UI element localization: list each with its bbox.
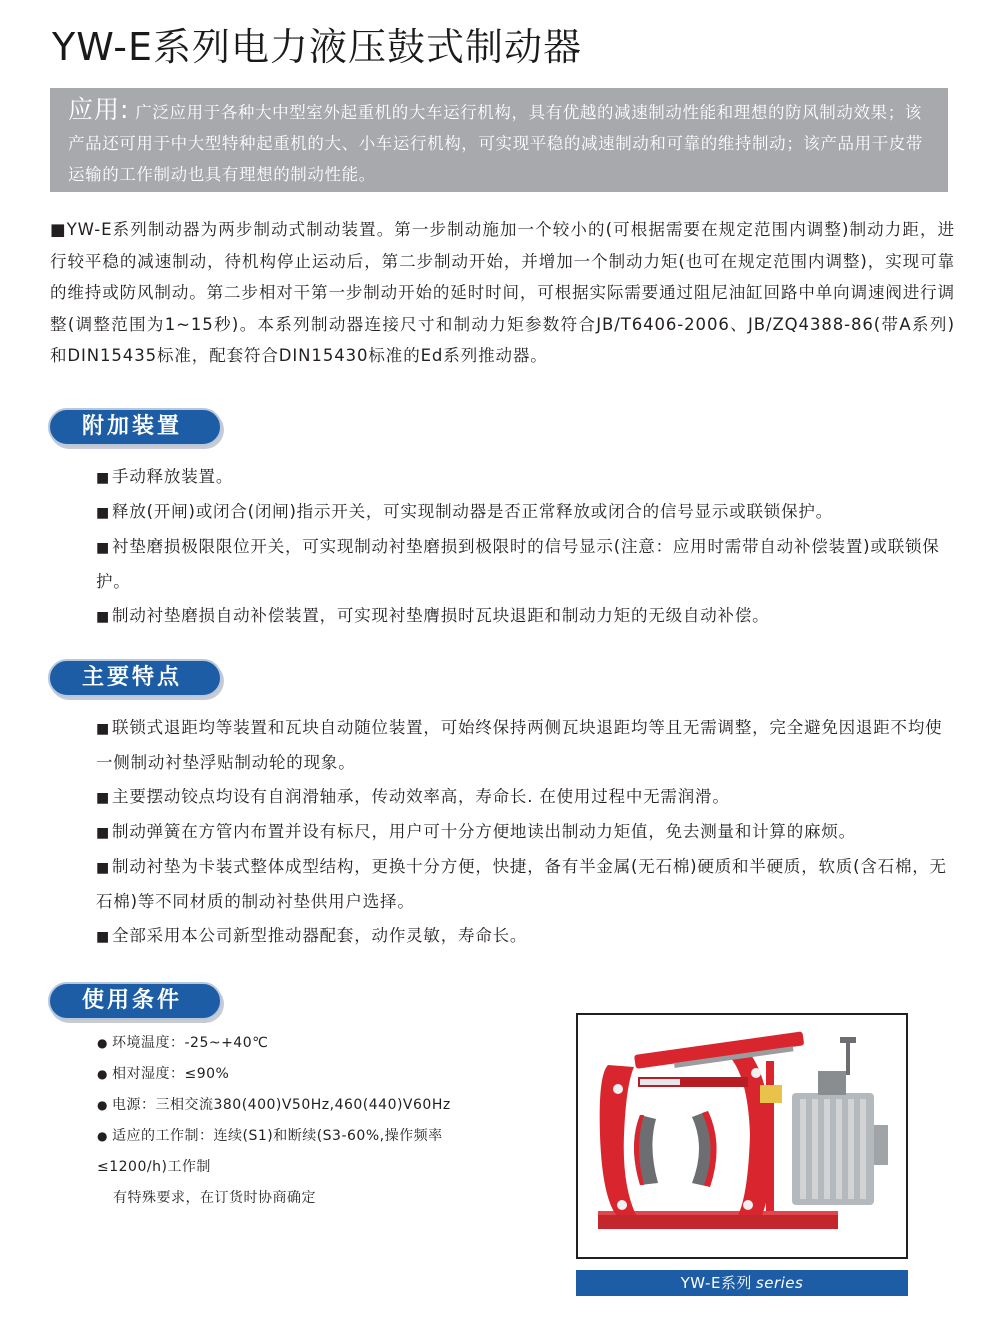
list-item: ■ 衬垫磨损极限限位开关，可实现制动衬垫磨损到极限时的信号显示(注意：应用时需带自动补偿装置)或联锁保护。 — [96, 530, 954, 599]
additional-list — [96, 460, 954, 634]
conditions-list — [97, 1028, 547, 1214]
list-item: ■ 联锁式退距均等装置和瓦块自动随位装置，可始终保持两侧瓦块退距均等且无需调整，完全避免因退距不均使一侧制动衬垫浮贴制动轮的现象。 — [96, 711, 954, 780]
list-item: ■ 制动衬垫磨损自动补偿装置，可实现衬垫膺损时瓦块退距和制动力矩的无级自动补偿。 — [96, 599, 954, 634]
product-photo — [576, 1013, 908, 1259]
section-heading-additional: 附加装置 — [48, 408, 222, 446]
condition-item: ● 相对湿度：≤90% — [97, 1059, 547, 1090]
condition-item: ● 适应的工作制：连续(S1)和断续(S3-60%,操作频率 — [97, 1121, 547, 1152]
right-brake-arm — [728, 1051, 772, 1215]
page-title: YW-E系列电力液压鼓式制动器 — [52, 25, 582, 69]
list-item: ■ 全部采用本公司新型推动器配套，动作灵敏，寿命长。 — [96, 919, 954, 954]
caption-series: series — [755, 1274, 804, 1292]
list-item: ■ 释放(开闸)或闭合(闭闸)指示开关，可实现制动器是否正常释放或闭合的信号显示或联锁保护。 — [96, 495, 954, 530]
condition-item: ● 环境温度：-25~+40℃ — [97, 1028, 547, 1059]
features-list — [96, 711, 954, 954]
intro-paragraph: ■YW-E系列制动器为两步制动式制动装置。第一步制动施加一个较小的(可根据需要在规定范围内调整)制动力距，进行较平稳的减速制动，待机构停止运动后，第二步制动开始，并增加一个制动力矩(也可在规定范围内调整)，实现可靠的维持或防风制动。第二步相对干第一步制动开始的延时时间，可根据实际需要通过阻尼油缸回路中单向调速阀进行调整(调整范围为1~15秒)。本系列制动器连接尺寸和制动力矩参数符合JB/T6406-2006、JB/ZQ4388-86(带A系列)和DIN15435标准，配套符合DIN15430标准的Ed系列推动器。 — [50, 220, 955, 365]
brake-illustration — [578, 1015, 906, 1257]
condition-continuation: ≤1200/h)工作制 — [97, 1159, 211, 1175]
caption-model: YW-E系列 — [680, 1274, 752, 1292]
condition-note: 有特殊要求，在订货时协商确定 — [113, 1190, 316, 1206]
pull-rod — [766, 1061, 774, 1211]
application-text: 广泛应用于各种大中型室外起重机的大车运行机构，具有优越的减速制动性能和理想的防风制动效果；该产品还可用于中大型特种起重机的大、小车运行机构，可实现平稳的减速制动和可靠的维持制动；该产品用干皮带运输的工作制动也具有理想的制动性能。 — [68, 103, 923, 184]
section-heading-features: 主要特点 — [48, 659, 222, 697]
application-label: 应用: — [68, 95, 130, 124]
list-item: ■ 制动弹簧在方管内布置并设有标尺，用户可十分方便地读出制动力矩值，免去测量和计算的麻烦。 — [96, 815, 954, 850]
list-item: ■ 制动衬垫为卡装式整体成型结构，更换十分方便，快捷，备有半金属(无石棉)硬质和半硬质，软质(含石棉，无石棉)等不同材质的制动衬垫供用户选择。 — [96, 850, 954, 919]
list-item: ■ 手动释放装置。 — [96, 460, 954, 495]
application-box — [50, 88, 948, 192]
section-heading-conditions: 使用条件 — [48, 982, 222, 1020]
list-item: ■ 主要摆动铰点均设有自润滑轴承，传动效率高，寿命长. 在使用过程中无需润滑。 — [96, 780, 954, 815]
condition-item: ● 电源：三相交流380(400)V50Hz,460(440)V60Hz — [97, 1090, 547, 1121]
product-caption — [576, 1270, 908, 1296]
